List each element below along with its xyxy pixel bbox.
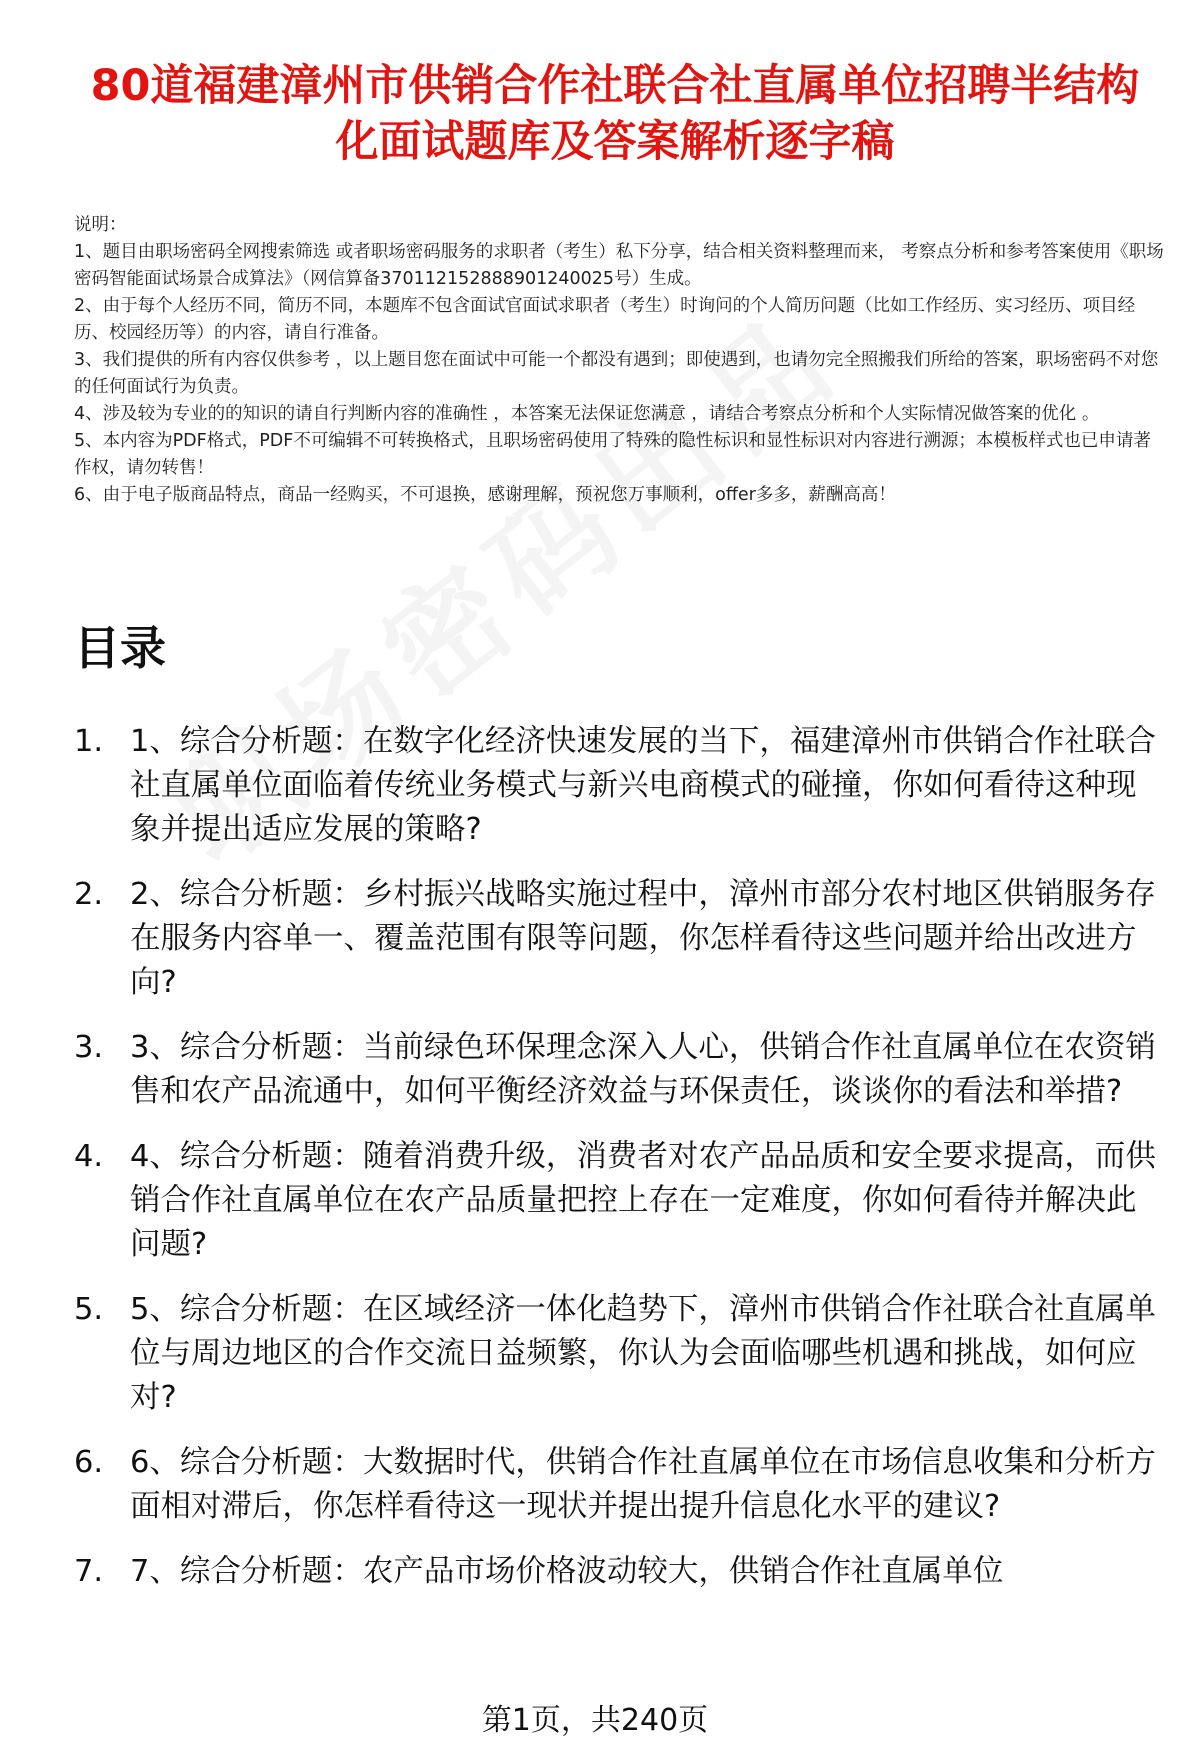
toc-item-number: 7.	[74, 1554, 104, 1589]
note-item: 3、我们提供的所有内容仅供参考 ，以上题目您在面试中可能一个都没有遇到；即使遇到，也请勿完全照搬我们所给的答案，职场密码不对您的任何面试行为负责。	[74, 350, 1159, 397]
note-item: 2、由于每个人经历不同，简历不同，本题库不包含面试官面试求职者（考生）时询问的个人简历问题（比如工作经历、实习经历、项目经历、校园经历等）的内容，请自行准备。	[74, 296, 1136, 343]
toc-item[interactable]	[74, 1135, 1166, 1267]
toc-item-text: 4、综合分析题：随着消费升级，消费者对农产品品质和安全要求提高，而供销合作社直属单位在农产品质量把控上存在一定难度，你如何看待并解决此问题?	[130, 1139, 1156, 1262]
toc-item[interactable]	[74, 720, 1166, 852]
toc-item[interactable]	[74, 1550, 1166, 1594]
notes-heading: 说明：	[74, 215, 127, 235]
toc-item[interactable]	[74, 1288, 1166, 1420]
toc-item-text: 3、综合分析题：当前绿色环保理念深入人心，供销合作社直属单位在农资销售和农产品流通中，如何平衡经济效益与环保责任，谈谈你的看法和举措?	[130, 1030, 1156, 1109]
toc-item-number: 5.	[74, 1292, 104, 1327]
toc-item-text: 1、综合分析题：在数字化经济快速发展的当下，福建漳州市供销合作社联合社直属单位面临着传统业务模式与新兴电商模式的碰撞，你如何看待这种现象并提出适应发展的策略?	[130, 724, 1156, 847]
note-item: 5、本内容为PDF格式，PDF不可编辑不可转换格式，且职场密码使用了特殊的隐性标识和显性标识对内容进行溯源；本模板样式也已申请著作权，请勿转售！	[74, 431, 1151, 478]
toc-item-text: 5、综合分析题：在区域经济一体化趋势下，漳州市供销合作社联合社直属单位与周边地区的合作交流日益频繁，你认为会面临哪些机遇和挑战，如何应对?	[130, 1292, 1156, 1415]
toc-item-text: 6、综合分析题：大数据时代，供销合作社直属单位在市场信息收集和分析方面相对滞后，你怎样看待这一现状并提出提升信息化水平的建议?	[130, 1445, 1156, 1524]
toc-heading: 目录	[74, 621, 166, 675]
toc-item-text: 2、综合分析题：乡村振兴战略实施过程中，漳州市部分农村地区供销服务存在服务内容单一、覆盖范围有限等问题，你怎样看待这些问题并给出改进方向?	[130, 877, 1156, 1000]
toc-item-number: 6.	[74, 1445, 104, 1480]
toc-list	[74, 720, 1166, 1615]
toc-item[interactable]	[74, 873, 1166, 1005]
toc-item-number: 4.	[74, 1139, 104, 1174]
page-footer: 第1页，共240页	[481, 1703, 709, 1738]
note-item: 6、由于电子版商品特点，商品一经购买，不可退换，感谢理解，预祝您万事顺利，offer多多，薪酬高高！	[74, 485, 896, 505]
toc-item[interactable]	[74, 1441, 1166, 1529]
note-item: 1、题目由职场密码全网搜索筛选 或者职场密码服务的求职者（考生）私下分享，结合相关资料整理而来， 考察点分析和参考答案使用《职场密码智能面试场景合成算法》（网信算备370112152888901240025号）生成。	[74, 242, 1164, 289]
document-title: 80道福建漳州市供销合作社联合社直属单位招聘半结构化面试题库及答案解析逐字稿	[90, 61, 1140, 167]
toc-item[interactable]	[74, 1026, 1166, 1114]
notes-section	[74, 212, 1164, 509]
toc-item-text: 7、综合分析题：农产品市场价格波动较大，供销合作社直属单位	[130, 1554, 1004, 1589]
toc-item-number: 1.	[74, 724, 104, 759]
note-item: 4、涉及较为专业的的知识的请自行判断内容的准确性 ，本答案无法保证您满意 ，请结合考察点分析和个人实际情况做答案的优化 。	[74, 404, 1100, 424]
toc-item-number: 3.	[74, 1030, 104, 1065]
toc-item-number: 2.	[74, 877, 104, 912]
